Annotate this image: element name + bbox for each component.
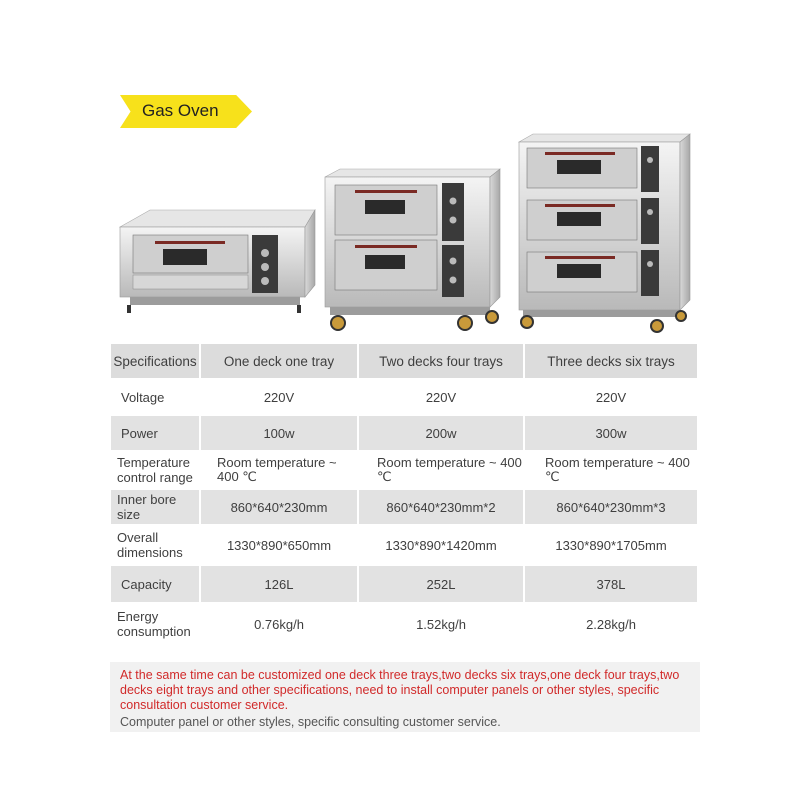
table-row [111,526,697,566]
header-cell: Three decks six trays [523,344,697,380]
table-header-row [111,344,697,380]
customization-note-gray: Computer panel or other styles, specific consulting customer service. [120,715,501,729]
row-label: Voltage [111,380,199,416]
customization-note-red: At the same time can be customized one deck three trays,two decks six trays,one deck four trays,two decks eight trays and other specifications, need to install computer panels or other styles, specific consultation customer service. [120,668,680,712]
table-cell: 378L [523,566,697,604]
row-label: Inner bore size [111,490,199,526]
table-cell: 100w [199,416,357,452]
table-cell: 220V [199,380,357,416]
table-cell: 1330*890*1420mm [357,526,523,566]
table-row [111,490,697,526]
table-cell: 1330*890*1705mm [523,526,697,566]
row-label: Temperature control range [111,452,199,490]
table-cell: 2.28kg/h [523,604,697,646]
oven-three-deck-image [515,130,695,335]
table-cell: 220V [523,380,697,416]
table-cell: 1330*890*650mm [199,526,357,566]
header-cell: Specifications [111,344,199,380]
table-cell: 860*640*230mm [199,490,357,526]
oven-two-deck-image [320,165,505,335]
title-banner-text: Gas Oven [142,101,219,120]
table-cell: Room temperature ~ 400 ℃ [357,452,523,490]
table-cell: 860*640*230mm*2 [357,490,523,526]
customization-note [110,662,700,732]
table-row [111,604,697,646]
table-row [111,566,697,604]
table-cell: 300w [523,416,697,452]
table-cell: 0.76kg/h [199,604,357,646]
table-cell: Room temperature ~ 400 ℃ [199,452,357,490]
table-cell: 220V [357,380,523,416]
oven-one-deck-image [115,205,320,320]
header-cell: Two decks four trays [357,344,523,380]
table-cell: 200w [357,416,523,452]
table-cell: 860*640*230mm*3 [523,490,697,526]
table-cell: Room temperature ~ 400 ℃ [523,452,697,490]
header-cell: One deck one tray [199,344,357,380]
table-row [111,416,697,452]
table-cell: 126L [199,566,357,604]
specifications-table [111,344,697,646]
table-row [111,452,697,490]
row-label: Energy consumption [111,604,199,646]
table-row [111,380,697,416]
table-cell: 252L [357,566,523,604]
row-label: Capacity [111,566,199,604]
row-label: Power [111,416,199,452]
table-cell: 1.52kg/h [357,604,523,646]
row-label: Overall dimensions [111,526,199,566]
